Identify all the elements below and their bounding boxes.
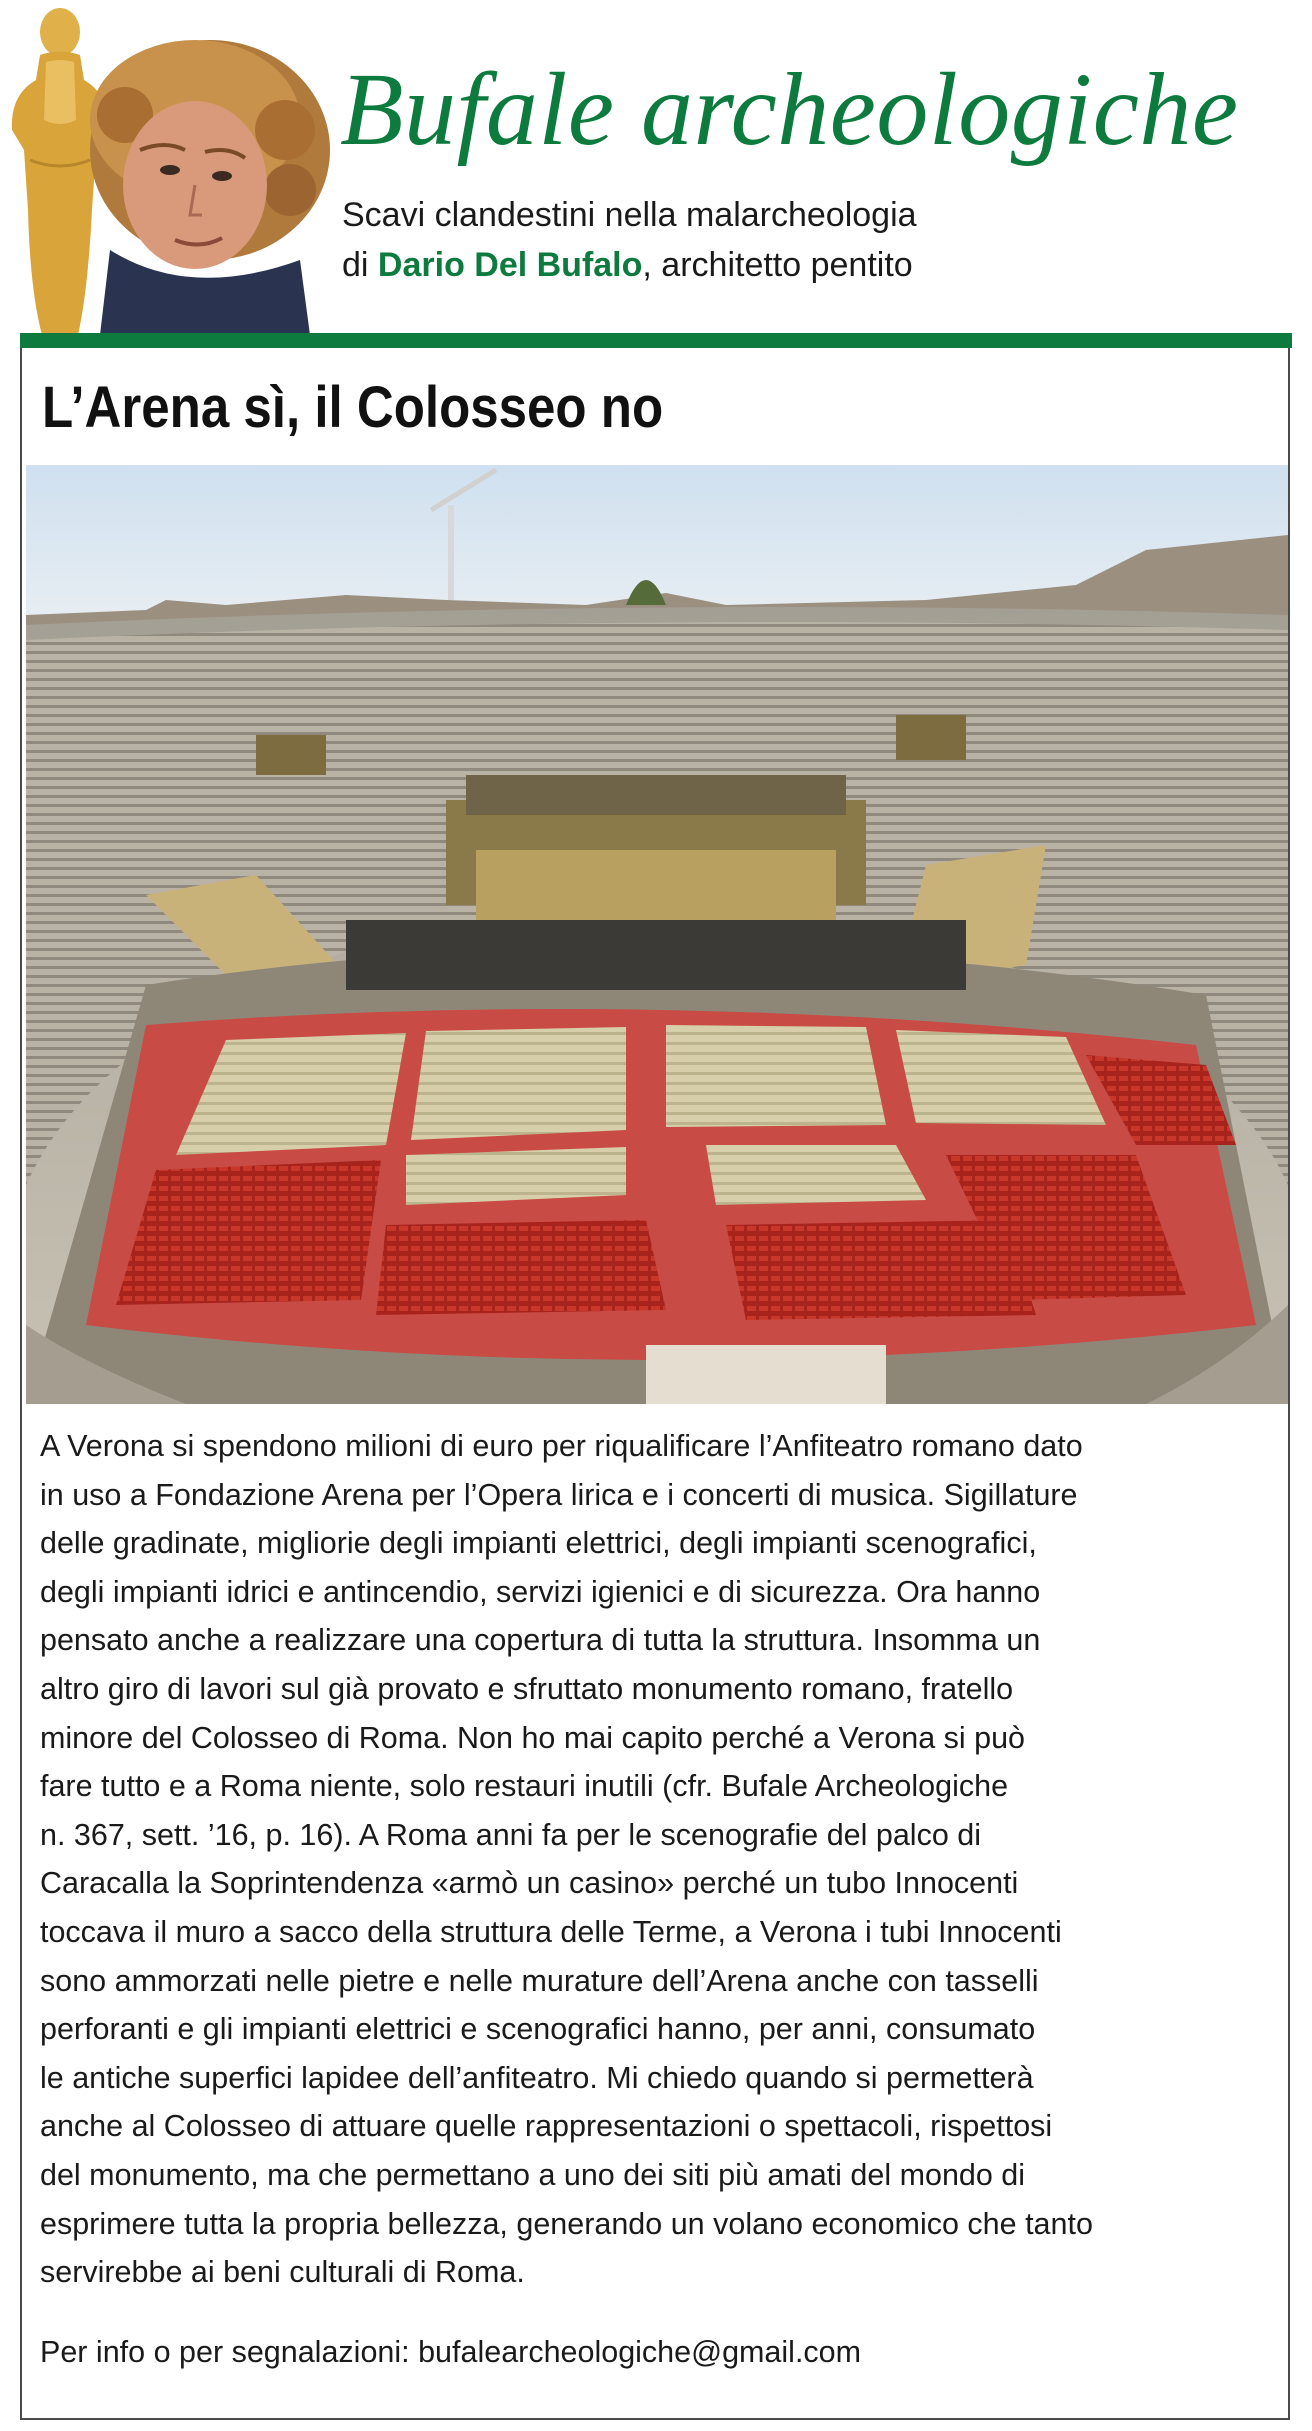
body-line: sono ammorzati nelle pietre e nelle murature dell’Arena anche con tasselli <box>40 1963 1039 1998</box>
column-header <box>0 0 1312 335</box>
arena-photo-illustration <box>26 465 1288 1404</box>
body-line: Caracalla la Soprintendenza «armò un casino» perché un tubo Innocenti <box>40 1866 1019 1901</box>
contact-info: Per info o per segnalazioni: bufalearcheologiche@gmail.com <box>40 2335 862 2369</box>
body-line: toccava il muro a sacco della struttura delle Terme, a Verona i tubi Innocenti <box>40 1914 1062 1949</box>
author-face <box>90 40 330 335</box>
arena-photo <box>26 465 1288 1404</box>
body-line: in uso a Fondazione Arena per l’Opera lirica e i concerti di musica. Sigillature <box>40 1477 1078 1512</box>
body-line: esprimere tutta la propria bellezza, generando un volano economico che tanto <box>40 2206 1093 2241</box>
body-line: altro giro di lavori sul già provato e sfruttato monumento romano, fratello <box>40 1671 1014 1706</box>
column-title: Bufale archeologiche <box>340 52 1239 167</box>
body-line: servirebbe ai beni culturali di Roma. <box>40 2255 525 2290</box>
byline-role: , architetto pentito <box>642 246 913 284</box>
article-body <box>40 1422 1276 2297</box>
article-headline: L’Arena sì, il Colosseo no <box>42 375 664 440</box>
author-name: Dario Del Bufalo <box>377 246 643 284</box>
body-line: del monumento, ma che permettano a uno dei siti più amati del mondo di <box>40 2157 1026 2192</box>
column-tagline: Scavi clandestini nella malarcheologia <box>342 196 917 234</box>
body-line: delle gradinate, migliorie degli impianti elettrici, degli impianti scenografici, <box>40 1526 1037 1561</box>
author-portrait-with-statue <box>0 0 330 335</box>
body-line: minore del Colosseo di Roma. Non ho mai capito perché a Verona si può <box>40 1720 1026 1755</box>
header-divider <box>20 333 1292 348</box>
body-line: degli impianti idrici e antincendio, servizi igienici e di sicurezza. Ora hanno <box>40 1574 1041 1609</box>
body-line: n. 367, sett. ’16, p. 16). A Roma anni fa per le scenografie del palco di <box>40 1817 982 1852</box>
byline-prefix: di <box>342 246 378 284</box>
column-byline <box>342 240 917 290</box>
body-line: le antiche superfici lapidee dell’anfiteatro. Mi chiedo quando si permetterà <box>40 2060 1034 2095</box>
body-line: A Verona si spendono milioni di euro per riqualificare l’Anfiteatro romano dato <box>40 1429 1083 1463</box>
body-line: pensato anche a realizzare una copertura di tutta la struttura. Insomma un <box>40 1623 1041 1658</box>
column-subtitle <box>342 190 917 290</box>
body-line: perforanti e gli impianti elettrici e scenografici hanno, per anni, consumato <box>40 2012 1036 2047</box>
article-box <box>20 348 1290 2420</box>
body-line: fare tutto e a Roma niente, solo restauri inutili (cfr. Bufale Archeologiche <box>40 1769 1009 1804</box>
body-line: anche al Colosseo di attuare quelle rappresentazioni o spettacoli, rispettosi <box>40 2109 1053 2144</box>
